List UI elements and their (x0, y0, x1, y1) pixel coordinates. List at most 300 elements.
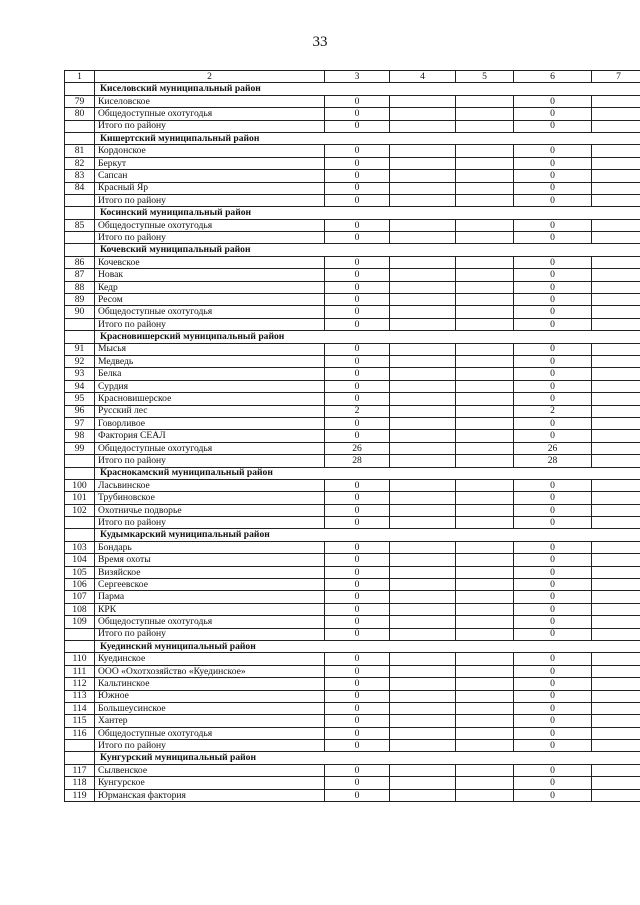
value-col-7 (592, 355, 640, 367)
value-col-5 (456, 380, 514, 392)
value-col-5 (456, 393, 514, 405)
value-col-7 (592, 95, 640, 107)
district-header-row (65, 640, 640, 652)
value-col-3: 0 (325, 170, 390, 182)
value-col-7 (592, 442, 640, 454)
value-col-7 (592, 579, 640, 591)
value-col-3: 0 (325, 504, 390, 516)
value-col-3: 0 (325, 430, 390, 442)
value-col-3: 0 (325, 616, 390, 628)
hunting-ground-name: Общедоступные охотугодья (95, 219, 325, 231)
value-col-4 (390, 417, 456, 429)
value-col-3: 0 (325, 294, 390, 306)
value-col-7 (592, 182, 640, 194)
row-number: 81 (65, 145, 95, 157)
value-col-5 (456, 690, 514, 702)
row-number: 87 (65, 269, 95, 281)
value-col-6: 0 (514, 764, 592, 776)
value-col-3: 0 (325, 541, 390, 553)
value-col-6: 0 (514, 157, 592, 169)
value-col-5 (456, 665, 514, 677)
value-col-5 (456, 95, 514, 107)
value-col-5 (456, 566, 514, 578)
hunting-grounds-table (64, 70, 640, 802)
value-col-3: 0 (325, 665, 390, 677)
value-col-4 (390, 591, 456, 603)
value-col-4 (390, 294, 456, 306)
row-number: 109 (65, 616, 95, 628)
value-col-7 (592, 789, 640, 801)
value-col-3: 0 (325, 789, 390, 801)
value-col-6: 0 (514, 740, 592, 752)
row-number: 101 (65, 492, 95, 504)
value-col-6: 0 (514, 306, 592, 318)
value-col-7 (592, 678, 640, 690)
row-number: 86 (65, 256, 95, 268)
hunting-ground-name: Кедр (95, 281, 325, 293)
value-col-3: 0 (325, 715, 390, 727)
value-col-4 (390, 789, 456, 801)
row-number: 93 (65, 368, 95, 380)
value-col-6: 0 (514, 256, 592, 268)
table-row (65, 343, 640, 355)
value-col-4 (390, 95, 456, 107)
row-number: 103 (65, 541, 95, 553)
hunting-ground-name: Итого по району (95, 455, 325, 467)
value-col-4 (390, 678, 456, 690)
table-row (65, 380, 640, 392)
value-col-5 (456, 455, 514, 467)
value-col-3: 0 (325, 306, 390, 318)
row-number: 79 (65, 95, 95, 107)
hunting-ground-name: Южное (95, 690, 325, 702)
table-row (65, 269, 640, 281)
value-col-4 (390, 665, 456, 677)
hunting-ground-name: ООО «Охотхозяйство «Куединское» (95, 665, 325, 677)
district-title: Краснокамский муниципальный район (95, 467, 640, 479)
value-col-6: 0 (514, 616, 592, 628)
hunting-ground-name: Итого по району (95, 194, 325, 206)
value-col-5 (456, 678, 514, 690)
value-col-6: 0 (514, 417, 592, 429)
value-col-6: 0 (514, 653, 592, 665)
row-number: 89 (65, 294, 95, 306)
value-col-7 (592, 715, 640, 727)
value-col-3: 0 (325, 554, 390, 566)
value-col-4 (390, 690, 456, 702)
value-col-3: 0 (325, 318, 390, 330)
district-header-row (65, 244, 640, 256)
table-row (65, 182, 640, 194)
hunting-ground-name: Красновишерское (95, 393, 325, 405)
value-col-6: 0 (514, 194, 592, 206)
hunting-ground-name: Сапсан (95, 170, 325, 182)
value-col-7 (592, 554, 640, 566)
value-col-3: 0 (325, 393, 390, 405)
hunting-ground-name: Бондарь (95, 541, 325, 553)
row-number (65, 194, 95, 206)
table-row (65, 777, 640, 789)
value-col-3: 0 (325, 343, 390, 355)
value-col-7 (592, 368, 640, 380)
row-number-cell (65, 467, 95, 479)
hunting-ground-name: Сылвенское (95, 764, 325, 776)
row-number: 116 (65, 727, 95, 739)
hunting-ground-name: Юрманская фактория (95, 789, 325, 801)
value-col-7 (592, 591, 640, 603)
table-row (65, 157, 640, 169)
district-total-row (65, 455, 640, 467)
value-col-6: 0 (514, 517, 592, 529)
row-number: 112 (65, 678, 95, 690)
value-col-7 (592, 702, 640, 714)
row-number: 104 (65, 554, 95, 566)
value-col-4 (390, 727, 456, 739)
row-number (65, 517, 95, 529)
value-col-4 (390, 442, 456, 454)
value-col-3: 0 (325, 95, 390, 107)
value-col-7 (592, 628, 640, 640)
value-col-3: 0 (325, 380, 390, 392)
hunting-ground-name: Трубиновское (95, 492, 325, 504)
value-col-5 (456, 318, 514, 330)
row-number: 88 (65, 281, 95, 293)
row-number-cell (65, 529, 95, 541)
hunting-ground-name: Фактория СЕАЛ (95, 430, 325, 442)
row-number: 118 (65, 777, 95, 789)
district-title: Красновишерский муниципальный район (95, 331, 640, 343)
row-number: 99 (65, 442, 95, 454)
value-col-6: 0 (514, 269, 592, 281)
value-col-7 (592, 479, 640, 491)
value-col-6: 0 (514, 628, 592, 640)
table-row (65, 764, 640, 776)
value-col-4 (390, 380, 456, 392)
table-row (65, 108, 640, 120)
row-number: 85 (65, 219, 95, 231)
value-col-4 (390, 517, 456, 529)
hunting-ground-name: Итого по району (95, 517, 325, 529)
hunting-ground-name: Кочевское (95, 256, 325, 268)
value-col-3: 0 (325, 653, 390, 665)
value-col-3: 0 (325, 281, 390, 293)
value-col-6: 0 (514, 591, 592, 603)
value-col-7 (592, 603, 640, 615)
row-number: 98 (65, 430, 95, 442)
value-col-4 (390, 715, 456, 727)
hunting-ground-name: Мысья (95, 343, 325, 355)
district-total-row (65, 628, 640, 640)
value-col-3: 0 (325, 702, 390, 714)
value-col-3: 26 (325, 442, 390, 454)
value-col-3: 0 (325, 108, 390, 120)
value-col-4 (390, 368, 456, 380)
value-col-6: 0 (514, 727, 592, 739)
value-col-5 (456, 715, 514, 727)
value-col-7 (592, 318, 640, 330)
value-col-6: 0 (514, 479, 592, 491)
value-col-7 (592, 541, 640, 553)
district-header-row (65, 83, 640, 95)
row-number: 106 (65, 579, 95, 591)
table-row (65, 591, 640, 603)
value-col-5 (456, 628, 514, 640)
district-total-row (65, 318, 640, 330)
value-col-5 (456, 653, 514, 665)
value-col-4 (390, 541, 456, 553)
table-row (65, 665, 640, 677)
value-col-4 (390, 219, 456, 231)
district-total-row (65, 232, 640, 244)
table-row (65, 678, 640, 690)
value-col-6: 0 (514, 690, 592, 702)
value-col-3: 0 (325, 368, 390, 380)
hunting-ground-name: Кунгурское (95, 777, 325, 789)
value-col-4 (390, 479, 456, 491)
row-number: 84 (65, 182, 95, 194)
value-col-7 (592, 145, 640, 157)
value-col-3: 0 (325, 232, 390, 244)
hunting-ground-name: КРК (95, 603, 325, 615)
hunting-ground-name: Охотничье подворье (95, 504, 325, 516)
value-col-4 (390, 157, 456, 169)
value-col-4 (390, 182, 456, 194)
value-col-6: 0 (514, 120, 592, 132)
table-row (65, 368, 640, 380)
value-col-6: 0 (514, 393, 592, 405)
hunting-ground-name: Общедоступные охотугодья (95, 616, 325, 628)
value-col-5 (456, 579, 514, 591)
value-col-7 (592, 566, 640, 578)
value-col-5 (456, 789, 514, 801)
value-col-6: 0 (514, 343, 592, 355)
table-row (65, 442, 640, 454)
row-number: 96 (65, 405, 95, 417)
value-col-4 (390, 269, 456, 281)
row-number: 108 (65, 603, 95, 615)
row-number-cell (65, 752, 95, 764)
row-number: 82 (65, 157, 95, 169)
row-number: 105 (65, 566, 95, 578)
value-col-4 (390, 281, 456, 293)
hunting-ground-name: Ресом (95, 294, 325, 306)
hunting-ground-name: Итого по району (95, 120, 325, 132)
district-title: Косинский муниципальный район (95, 207, 640, 219)
value-col-5 (456, 281, 514, 293)
value-col-5 (456, 504, 514, 516)
table-row (65, 417, 640, 429)
row-number: 95 (65, 393, 95, 405)
value-col-6: 0 (514, 95, 592, 107)
value-col-6: 0 (514, 541, 592, 553)
value-col-5 (456, 182, 514, 194)
value-col-5 (456, 541, 514, 553)
value-col-7 (592, 194, 640, 206)
value-col-5 (456, 145, 514, 157)
value-col-3: 0 (325, 182, 390, 194)
row-number (65, 120, 95, 132)
value-col-7 (592, 393, 640, 405)
row-number: 115 (65, 715, 95, 727)
row-number-cell (65, 83, 95, 95)
table-row (65, 355, 640, 367)
value-col-7 (592, 727, 640, 739)
value-col-6: 2 (514, 405, 592, 417)
value-col-3: 0 (325, 219, 390, 231)
value-col-4 (390, 120, 456, 132)
value-col-3: 0 (325, 120, 390, 132)
hunting-ground-name: Время охоты (95, 554, 325, 566)
value-col-5 (456, 777, 514, 789)
row-number: 100 (65, 479, 95, 491)
row-number: 110 (65, 653, 95, 665)
value-col-4 (390, 145, 456, 157)
row-number: 111 (65, 665, 95, 677)
table-row (65, 541, 640, 553)
value-col-3: 0 (325, 492, 390, 504)
value-col-6: 26 (514, 442, 592, 454)
table-row (65, 170, 640, 182)
value-col-5 (456, 702, 514, 714)
row-number: 94 (65, 380, 95, 392)
value-col-6: 0 (514, 368, 592, 380)
value-col-3: 0 (325, 566, 390, 578)
hunting-ground-name: Киселовское (95, 95, 325, 107)
value-col-3: 0 (325, 256, 390, 268)
value-col-4 (390, 343, 456, 355)
column-header: 5 (456, 71, 514, 83)
row-number-cell (65, 132, 95, 144)
value-col-6: 0 (514, 777, 592, 789)
table-row (65, 219, 640, 231)
value-col-7 (592, 269, 640, 281)
value-col-6: 0 (514, 492, 592, 504)
value-col-5 (456, 492, 514, 504)
hunting-ground-name: Большеусинское (95, 702, 325, 714)
value-col-4 (390, 579, 456, 591)
value-col-7 (592, 256, 640, 268)
value-col-5 (456, 355, 514, 367)
value-col-4 (390, 504, 456, 516)
value-col-4 (390, 777, 456, 789)
value-col-5 (456, 368, 514, 380)
column-header: 7 (592, 71, 640, 83)
table-row (65, 603, 640, 615)
value-col-5 (456, 219, 514, 231)
district-total-row (65, 740, 640, 752)
value-col-5 (456, 616, 514, 628)
value-col-6: 0 (514, 170, 592, 182)
row-number: 90 (65, 306, 95, 318)
value-col-3: 0 (325, 690, 390, 702)
row-number-cell (65, 244, 95, 256)
value-col-3: 0 (325, 603, 390, 615)
table-row (65, 566, 640, 578)
value-col-7 (592, 777, 640, 789)
value-col-4 (390, 318, 456, 330)
value-col-7 (592, 616, 640, 628)
value-col-6: 0 (514, 355, 592, 367)
value-col-4 (390, 405, 456, 417)
row-number: 113 (65, 690, 95, 702)
value-col-5 (456, 591, 514, 603)
table-row (65, 306, 640, 318)
value-col-7 (592, 405, 640, 417)
value-col-6: 0 (514, 108, 592, 120)
value-col-3: 0 (325, 145, 390, 157)
value-col-6: 0 (514, 702, 592, 714)
district-header-row (65, 207, 640, 219)
hunting-ground-name: Общедоступные охотугодья (95, 442, 325, 454)
value-col-3: 2 (325, 405, 390, 417)
hunting-ground-name: Хантер (95, 715, 325, 727)
value-col-5 (456, 294, 514, 306)
hunting-ground-name: Красный Яр (95, 182, 325, 194)
value-col-3: 0 (325, 355, 390, 367)
value-col-6: 0 (514, 219, 592, 231)
value-col-6: 0 (514, 182, 592, 194)
row-number: 91 (65, 343, 95, 355)
value-col-5 (456, 120, 514, 132)
district-header-row (65, 467, 640, 479)
value-col-5 (456, 170, 514, 182)
column-number-row (65, 71, 640, 83)
value-col-3: 0 (325, 479, 390, 491)
row-number (65, 232, 95, 244)
district-header-row (65, 752, 640, 764)
row-number: 92 (65, 355, 95, 367)
row-number: 83 (65, 170, 95, 182)
value-col-7 (592, 294, 640, 306)
value-col-7 (592, 517, 640, 529)
value-col-5 (456, 417, 514, 429)
value-col-4 (390, 628, 456, 640)
row-number-cell (65, 640, 95, 652)
row-number (65, 318, 95, 330)
value-col-4 (390, 455, 456, 467)
value-col-5 (456, 256, 514, 268)
column-header: 6 (514, 71, 592, 83)
column-header: 2 (95, 71, 325, 83)
row-number: 119 (65, 789, 95, 801)
value-col-5 (456, 343, 514, 355)
hunting-ground-name: Белка (95, 368, 325, 380)
value-col-6: 0 (514, 504, 592, 516)
hunting-ground-name: Визяйское (95, 566, 325, 578)
table-row (65, 430, 640, 442)
value-col-5 (456, 232, 514, 244)
district-title: Куединский муниципальный район (95, 640, 640, 652)
value-col-4 (390, 740, 456, 752)
value-col-6: 0 (514, 789, 592, 801)
hunting-ground-name: Русский лес (95, 405, 325, 417)
row-number: 107 (65, 591, 95, 603)
value-col-4 (390, 256, 456, 268)
hunting-ground-name: Итого по району (95, 232, 325, 244)
value-col-5 (456, 603, 514, 615)
table-row (65, 479, 640, 491)
table-row (65, 616, 640, 628)
value-col-3: 0 (325, 740, 390, 752)
value-col-3: 0 (325, 678, 390, 690)
value-col-4 (390, 108, 456, 120)
value-col-5 (456, 157, 514, 169)
table-row (65, 789, 640, 801)
district-title: Кунгурский муниципальный район (95, 752, 640, 764)
value-col-5 (456, 108, 514, 120)
district-header-row (65, 132, 640, 144)
value-col-3: 0 (325, 727, 390, 739)
